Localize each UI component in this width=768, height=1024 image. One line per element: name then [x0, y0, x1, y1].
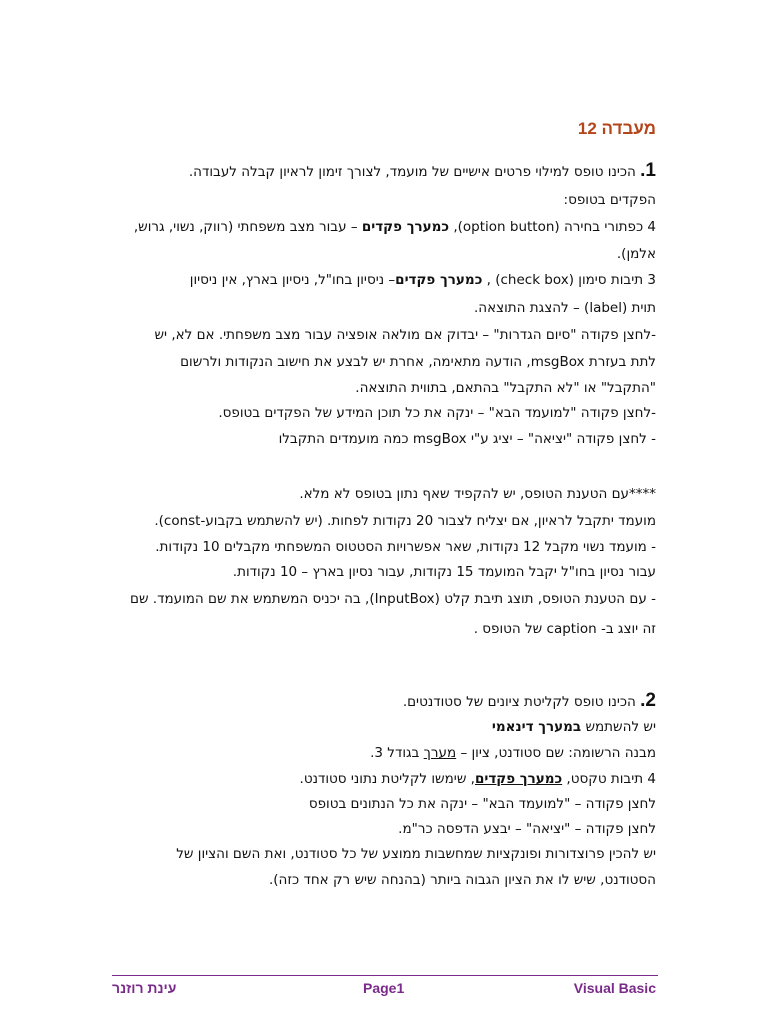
- option-buttons-text: 4 כפתורי בחירה (option button),: [449, 219, 656, 235]
- footer-author: עינת רוזנר: [112, 980, 177, 996]
- note-line: ****עם הטענת הטופס, יש להקפיד שאף נתון בטופס לא מלא.: [299, 486, 656, 502]
- record-structure-size: בגודל 3.: [370, 745, 424, 761]
- label-line: תוית (label) – להצגת התוצאה.: [473, 300, 656, 316]
- next-student-button-line: לחצן פקודה – "למועמד הבא" – ינקה את כל הנתונים בטופס: [308, 796, 656, 812]
- checkbox-text-end: – ניסיון בחו"ל, ניסיון בארץ, אין ניסיון: [189, 272, 396, 288]
- fields-heading: הפקדים בטופס:: [563, 192, 656, 208]
- page-title: מעבדה 12: [577, 119, 656, 138]
- checkbox-text: 3 תיבות סימון (check box) ,: [482, 272, 656, 288]
- rule-line-4: - עם הטענת הטופס, תוצג תיבת קלט (InputBox), בה יכניס המשתמש את שם המועמד. שם: [129, 591, 656, 607]
- exit-button-line: - לחצן פקודה "יציאה" – יציג ע"י msgBox כמה מועמדים התקבלו: [278, 431, 656, 447]
- procedures-line-2: הסטודנט, שיש לו את הציון הגבוה ביותר (בהנחה שיש רק אחד כזה).: [268, 872, 656, 888]
- checkbox-line: [96, 271, 656, 289]
- footer-page-number: Page1: [363, 980, 405, 996]
- footer-divider: [112, 975, 658, 976]
- finish-button-line-3: "התקבל" או "לא התקבל" בהתאם, בתווית התוצאה.: [355, 380, 656, 396]
- next-button-line: -לחצן פקודה "למועמד הבא" – ינקה את כל תוכן המידע של הפקדים בטופס.: [218, 405, 656, 421]
- rule-line-2: - מועמד נשוי מקבל 12 נקודות, שאר אפשרויות הסטטוס המשפחתי מקבלים 10 נקודות.: [155, 539, 656, 555]
- rule-line-1: מועמד יתקבל לראיון, אם יצליח לצבור 20 נקודות לפחות. (יש להשתמש בקבוע-const).: [154, 513, 656, 529]
- option-buttons-array-emphasis: כמערך פקדים: [361, 219, 450, 235]
- textboxes-text: 4 תיבות טקסט,: [562, 771, 656, 787]
- section1-intro-line: [96, 162, 656, 181]
- section1-number: 1.: [640, 160, 656, 181]
- option-buttons-line: [96, 218, 656, 236]
- record-structure-text: מבנה הרשומה: שם סטודנט, ציון –: [456, 745, 656, 761]
- rule-line-3: עבור נסיון בחו"ל יקבל המועמד 15 נקודות, עבור נסיון בארץ – 10 נקודות.: [232, 564, 656, 580]
- option-buttons-text-end: – עבור מצב משפחתי (רווק, נשוי, גרוש,: [133, 219, 362, 235]
- section2-intro: הכינו טופס לקליטת ציונים של סטודנטים.: [402, 694, 641, 710]
- record-structure-array: מערך: [423, 745, 457, 761]
- rule-line-5: זה יוצג ב- caption של הטופס .: [473, 621, 656, 637]
- finish-button-line-1: -לחצן פקודה "סיום הגדרות" – יבדוק אם מולאה אופציה עבור מצב משפחתי. אם לא, יש: [154, 327, 656, 343]
- footer-course: Visual Basic: [573, 980, 656, 996]
- section2-number: 2.: [640, 690, 656, 711]
- record-structure-line: [96, 744, 656, 762]
- checkbox-array-emphasis: כמערך פקדים: [395, 272, 483, 288]
- procedures-line-1: יש להכין פרוצדורות ופונקציות שמחשבות ממוצע של כל סטודנט, ואת השם והציון של: [176, 846, 656, 862]
- dynamic-array-text: יש להשתמש: [581, 719, 656, 735]
- dynamic-array-emphasis: במערך דינאמי: [491, 719, 582, 735]
- textboxes-array-emphasis: כמערך פקדים: [474, 771, 563, 787]
- textboxes-line: [96, 770, 656, 788]
- dynamic-array-line: [96, 718, 656, 736]
- section2-intro-line: [96, 692, 656, 711]
- textboxes-text-end: , שימשו לקליטת נתוני סטודנט.: [299, 771, 475, 787]
- option-buttons-line-2: אלמן).: [616, 246, 656, 262]
- finish-button-line-2: לתת בעזרת msgBox, הודעה מתאימה, אחרת יש לבצע את חישוב הנקודות ולרשום: [180, 354, 656, 370]
- exit-print-button-line: לחצן פקודה – "יציאה" – יבצע הדפסה כר"מ.: [398, 821, 656, 837]
- section1-intro: הכינו טופס למילוי פרטים אישיים של מועמד, לצורך זימון לראיון קבלה לעבודה.: [188, 164, 641, 180]
